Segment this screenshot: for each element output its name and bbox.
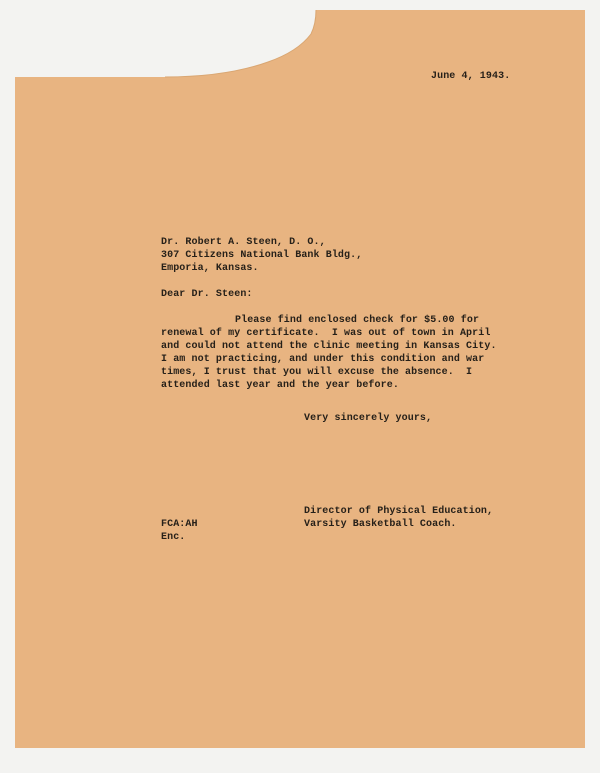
letter-date: June 4, 1943. [431, 71, 511, 82]
recipient-address-city: Emporia, Kansas. [161, 263, 259, 274]
recipient-address-street: 307 Citizens National Bank Bldg., [161, 250, 363, 261]
complimentary-closing: Very sincerely yours, [304, 413, 433, 424]
reference-initials: FCA:AH [161, 519, 198, 530]
body-line: I am not practicing, and under this condition and war [161, 354, 485, 365]
recipient-name: Dr. Robert A. Steen, D. O., [161, 237, 326, 248]
body-line: and could not attend the clinic meeting in Kansas City. [161, 341, 497, 352]
body-line: Please find enclosed check for $5.00 for [235, 315, 480, 326]
enclosure-notation: Enc. [161, 532, 186, 543]
body-line: attended last year and the year before. [161, 380, 399, 391]
signature-title: Varsity Basketball Coach. [304, 519, 457, 530]
body-line: renewal of my certificate. I was out of town in April [161, 328, 491, 339]
body-line: times, I trust that you will excuse the absence. I [161, 367, 473, 378]
signature-title: Director of Physical Education, [304, 506, 494, 517]
salutation: Dear Dr. Steen: [161, 289, 253, 300]
